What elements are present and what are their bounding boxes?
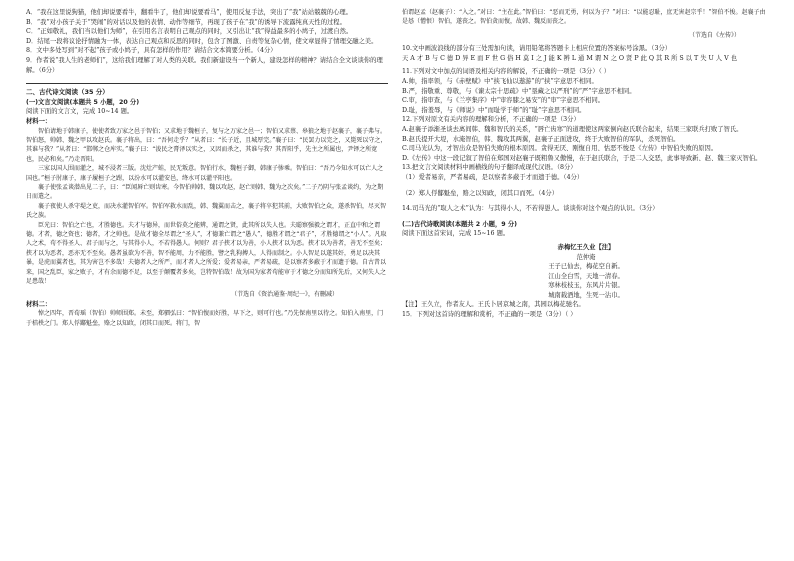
poem-line: 寒林枝枝玉，东风片片银。 <box>548 282 624 290</box>
poem-author: 范仲淹 <box>576 253 596 261</box>
classical-paragraph: 襄子使张孟谈潜出见二子，曰：“臣闻唇亡则齿寒。今智伯帅韩、魏以攻赵，赵亡则韩、魏为之次矣。”二子乃阴与张孟谈约，为之期日而遣之。 <box>26 183 384 201</box>
material-label: 材料二： <box>26 300 52 308</box>
question-10: 10.文中画波浪线的部分有三处需加句读，请用铅笔将答题卡上相应位置的答案标号涂黑。（3分） <box>402 45 672 53</box>
poem-line: 王子已仙去，梅花空自新。 <box>548 263 624 271</box>
instruction: 阅读下面这首宋词，完成 15~16 题。 <box>402 230 510 238</box>
classical-paragraph: 臣光曰：智伯之亡也，才胜德也。夫才与德异，而世俗莫之能辨，通谓之贤，此其所以失人也。夫聪察强毅之谓才，正直中和之谓德。才者，德之资也；德者，才之帅也。是故才德全尽谓之“圣人”，才德兼亡谓之“愚人”，德胜才谓之“君子”，才胜德谓之“小人”。凡取人之术，苟不得圣人、君子而与之，与其得小人，不若得愚人。何则？君子挟才以为善，小人挟才以为恶。挟才以为善者，善无不至矣；挟才以为恶者，恶亦无不至矣。愚者虽欲为不善，智不能周，力不能胜，譬之乳狗搏人，人得而制之。小人智足以遂其奸，勇足以决其暴，是虎而翼者也，其为害岂不多哉！夫德者人之所严，而才者人之所爱；爱者易亲，严者易疏，是以察者多蔽于才而遗于德。自古昔以来，国之乱臣，家之败子，才有余而德不足，以至于颠覆者多矣，岂特智伯哉！故为国为家者苟能审于才德之分而知所先后，又何失人之足患哉！ <box>26 221 387 286</box>
classical-paragraph: 智伯请地于韩康子，使使者致万家之邑于智伯；又求地于魏桓子，复与之万家之邑一；智伯又求蔡、皋狼之地于赵襄子，襄子弗与。智伯怒，帅韩、魏之甲以攻赵氏。襄子将出，曰：“吾何走乎？”从者曰：“长子近，且城厚完。”襄子曰：“民罢力以完之，又毙死以守之，其谁与我？”从者曰：“邯郸之仓库实。”襄子曰：“浚民之膏泽以实之，又因而杀之，其谁与我？其晋阳乎，先主之所属也，尹铎之所宽也，民必和矣。”乃走晋阳。 <box>26 127 387 163</box>
option-b: B.赵氏提开大堤，水淹智伯，韩、魏攻其两翼，赵襄子正面进攻，终于大败智伯的军队，杀死智伯。 <box>402 135 680 143</box>
poem-line: 江山全白雪，天地一清春。 <box>548 272 624 280</box>
source-citation: （节选自《资治通鉴·周纪一》，有删减） <box>231 291 338 299</box>
left-column <box>26 8 388 328</box>
instruction: 阅读下面的文言文，完成 10~14 题。 <box>26 108 134 116</box>
option-c: C.审，指审查，与《兰亭集序》中“审容膝之易安”的“审”字意思不相同。 <box>402 97 605 105</box>
classical-paragraph: 三家以国人围而灌之，城不浸者三版。沈灶产蛙，民无叛意。智伯行水，魏桓子御，韩康子骖乘。智伯曰：“吾乃今知水可以亡人之国也。”桓子肘康子，康子履桓子之跗，以汾水可以灌安邑，绛水可以灌平阳也。 <box>26 165 384 182</box>
poem-note: 【注】王久立，作者友人。王氏卜居京城之南，其园以梅花驰名。 <box>402 301 585 309</box>
material-label: 材料一： <box>26 117 52 125</box>
classical-paragraph: 襄子夜使人杀守堤之吏，而决水灌智伯军。智伯军救水而乱，韩、魏翼而击之，襄子将卒犯其前，大败智伯之众，遂杀智伯，尽灭智氏之族。 <box>26 202 387 220</box>
option-a: A.赵襄子添渐圣谈去离间韩、魏和智氏的关系，“唇亡齿寒”的道理使这两家倒向赵氏联合起来，结果三家联兵打败了智氏。 <box>402 125 743 133</box>
question-13-part1: （1）爱者易亲，严者易疏，是以察者多蔽于才而遗于德。（4分） <box>402 173 584 181</box>
section-heading: 二、古代诗文阅读（35 分） <box>26 88 109 97</box>
option-d: D.耻，指羞辱，与《师说》中“而耻学于师”的“耻”字意思不相同。 <box>402 106 586 114</box>
question-13-part2: （2）郑人俘酅魁垒，赂之以知政，闭其口而死。（4分） <box>402 189 558 197</box>
classical-paragraph: 伯谓赵孟（赵襄子）：“入之。”对曰：“主在此。”智伯曰：“恶而无勇，何以为子？”对曰：“以能忍耻，庶无害赵宗乎！”智伯不悛。赵襄子由是惎（憎恨）智伯，遂丧之。智伯贪而愎，故韩、魏反而丧之。 <box>402 9 766 26</box>
punctuation-line: 天 A 才 B 与 C 德 D 异 E 而 F 世 G 俗 H 莫 I 之 J 能 K 辨 L 通 M 谓 N 之 O 贤 P 此 Q 其 R 所 S 以 T 失 U 人 V 也 <box>402 54 737 62</box>
option-a: A．“我在这里说狗猫，他们却说要看牛，翻看牛了，他们却说要看马”，使用反复手法，突出了“我”站站兢兢的心理。 <box>26 9 352 16</box>
poem-line: 城南载酒地，生死一沾巾。 <box>548 291 624 299</box>
option-d: D．结尾一段将议论抒情融为一体，表达自己观点和反思的同时，包含了图激、自责等复杂心情，使文章显得了情理交融之美。 <box>26 37 378 45</box>
question-8: 8．文中多处写到“对不起”孩子或小鸠子，具有怎样的作用？请结合文本简要分析。（4分） <box>26 47 277 55</box>
option-c: C．“正如敬礼，我们当以他们为师”，在引用名言表明自己观点的同时，又引出让“我”得益最多的小鸠子，过渡自然。 <box>26 28 353 36</box>
option-d: D.《左传》中这一段记叙了智伯在郑国对赵襄子既粗鲁又傲慢，在于赵氏联合，于是二人交恶，此事导致新、赵、魏三家灭智伯。 <box>402 154 762 162</box>
poem-title: 赤梅忆王久业【注】 <box>557 243 615 251</box>
question-15: 15．下列对这首诗的理解和赏析，不正确的一项是（3分）（ ） <box>402 311 577 319</box>
right-column <box>402 8 770 320</box>
question-12: 12.下列对原文有关内容的理解和分析，不正确的一项是（3分） <box>402 116 580 124</box>
question-13: 13.把文言文阅读材料中画横线的句子翻译成现代汉语。（8分） <box>402 164 577 172</box>
divider <box>26 83 388 84</box>
question-11: 11.下列对文中加点的词语及相关内容的解说，不正确的一项是（3分）（ ） <box>402 68 611 76</box>
option-b: B.严，指敬重、尊敬，与《谏太宗十思疏》中“垦藏之以严刑”的“严”字意思不相同。 <box>402 87 636 95</box>
subsection-heading: (二)古代诗歌阅读(本题共 2 小题，9 分) <box>402 220 518 228</box>
option-b: B．“我”对小孩子关于“哭闹”的对话以及他的表情、动作等细节，再现了孩子在“我”的诱导下流露纯真天性的过程。 <box>26 18 346 26</box>
option-c: C.司马光认为，才智出众是智伯失败的根本原因。贪得无厌、刚愎自用、怙恶不悛是《左传》中智伯失败的原因。 <box>402 145 718 153</box>
question-9: 9．作者说“我人生的老师们”，这给我们理解了对人类的关联。我们新建设当一个新人，建设怎样的精神？请结合全文谈谈你的理解。（6分） <box>26 56 383 74</box>
subsection-heading: (一)文言文阅读(本题共 5 小题，20 分) <box>26 98 140 106</box>
classical-paragraph: 悼之四年，晋荀瑶（智伯）帅师围郑。未至，郑驷弘曰：“智伯愎而好胜，早下之，则可行也。”乃先保南里以待之。知伯入南里，门于桔柣之门。郑人俘酅魁垒，赂之以知政，闭其口而死。将门，智 <box>26 310 384 327</box>
option-a: A.帅，指率领，与《赤壁赋》中“挟飞仙以遨游”的“挟”字意思不相同。 <box>402 78 598 85</box>
source-citation: （节选自《左传》） <box>688 31 740 39</box>
question-14: 14.司马光的“取人之术”认为：与其得小人，不若得愚人。谈谈你对这个观点的认识。（3分） <box>402 205 659 213</box>
